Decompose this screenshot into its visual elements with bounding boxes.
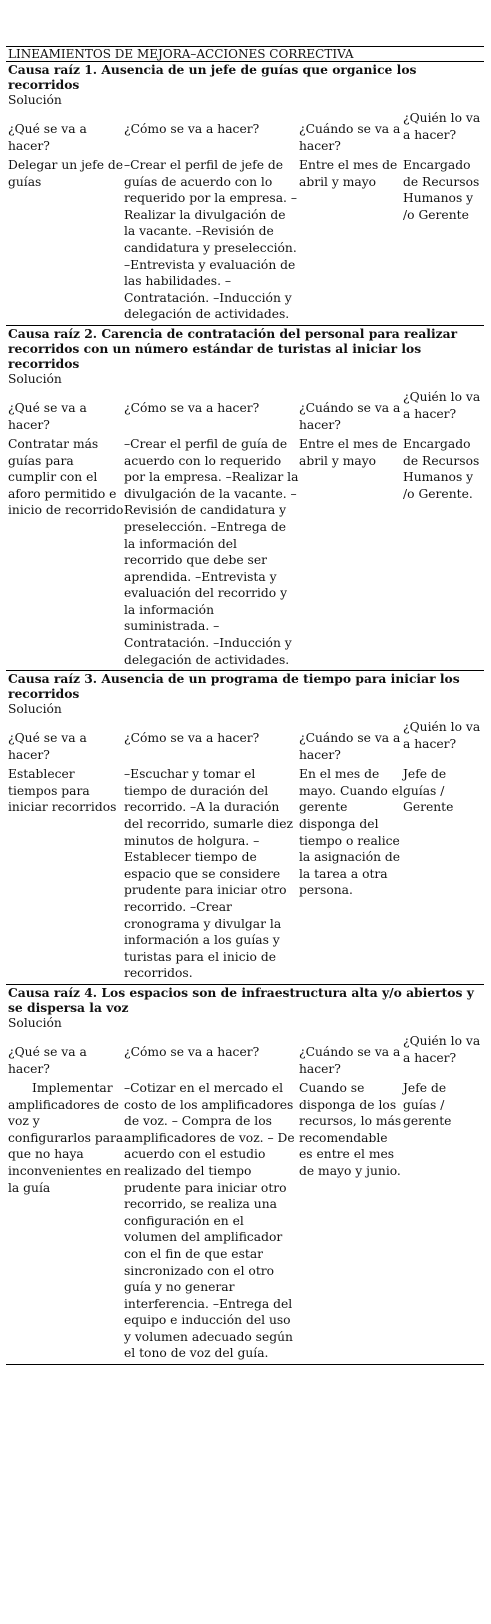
header-who: ¿Quién lo va a hacer? — [403, 720, 481, 751]
header-when: ¿Cuándo se va a hacer? — [299, 1044, 401, 1076]
solution-label: Solución — [8, 702, 62, 717]
cause-section-1 — [6, 62, 484, 326]
cell-who: Encargado de Recursos Humanos y /o Gerente — [403, 158, 480, 222]
cell-when: Cuando se disponga de los recursos, lo más recomendable es entre el mes de mayo y junio. — [299, 1080, 402, 1178]
column-headers — [6, 108, 484, 155]
cell-when: Entre el mes de abril y mayo — [299, 158, 398, 189]
cell-how: –Cotizar en el mercado el costo de los amplificadores de voz. – Compra de los amplificadores de voz. – De acuerdo con el estudio realizado del tiempo prudente para iniciar otro recorrido, se realiza una configuración en el volumen del amplificador con el fin de que estar sincronizado con el otro guía y no generar interferencia. –Entrega del equipo e inducción del uso y volumen adecuado según el tono de voz del guía. — [124, 1080, 295, 1361]
header-how: ¿Cómo se va a hacer? — [124, 731, 260, 746]
cell-what: Delegar un jefe de guías — [8, 158, 124, 189]
header-how: ¿Cómo se va a hacer? — [124, 1044, 260, 1059]
table-row — [6, 1078, 484, 1364]
header-how: ¿Cómo se va a hacer? — [124, 400, 260, 415]
corrective-actions-table — [6, 46, 484, 1365]
cause-section-3 — [6, 671, 484, 985]
column-headers — [6, 717, 484, 764]
cause-section-2 — [6, 326, 484, 671]
cell-when: Entre el mes de abril y mayo — [299, 436, 398, 468]
cell-what: Contratar más guías para cumplir con el aforo permitido e inicio de recorrido — [8, 436, 124, 518]
header-what: ¿Qué se va a hacer? — [8, 1044, 87, 1076]
cell-who: Encargado de Recursos Humanos y /o Gerente. — [403, 436, 480, 501]
header-what: ¿Qué se va a hacer? — [8, 122, 87, 153]
cause-heading: Causa raíz 4. Los espacios son de infraestructura alta y/o abiertos y se dispersa la voz — [8, 984, 474, 1015]
cell-how: –Escuchar y tomar el tiempo de duración del recorrido. –A la duración del recorrido, sumarle diez minutos de holgura. – Establecer tiempo de espacio que se considere prudente para iniciar otro recorrido. –Crear cronograma y divulgar la información a los guías y turistas para el inicio de recorridos. — [124, 767, 293, 981]
cell-how: –Crear el perfil de guía de acuerdo con lo requerido por la empresa. –Realizar la divulgación de la vacante. –Revisión de candidatura y preselección. –Entrega de la información del recorrido que debe ser aprendida. –Entrevista y evaluación del recorrido y la información suministrada. –Contratación. –Inducción y delegación de actividades. — [124, 436, 299, 667]
header-when: ¿Cuándo se va a hacer? — [299, 400, 401, 432]
cause-heading: Causa raíz 1. Ausencia de un jefe de guías que organice los recorridos — [8, 62, 417, 92]
cell-who: Jefe de guías / Gerente — [403, 767, 454, 815]
cell-who: Jefe de guías / gerente — [403, 1080, 452, 1129]
header-who: ¿Quién lo va a hacer? — [403, 1033, 481, 1065]
header-when: ¿Cuándo se va a hacer? — [299, 122, 401, 153]
cell-how: –Crear el perfil de jefe de guías de acuerdo con lo requerido por la empresa. –Realizar la divulgación de la vacante. –Revisión de candidatura y preselección. –Entrevista y evaluación de las habilidades. –Contratación. –Inducción y delegación de actividades. — [124, 158, 298, 322]
solution-label: Solución — [8, 371, 62, 386]
cause-heading: Causa raíz 2. Carencia de contratación del personal para realizar recorridos con un número estándar de turistas al iniciar los recorridos — [8, 325, 458, 371]
header-what: ¿Qué se va a hacer? — [8, 400, 87, 432]
header-who: ¿Quién lo va a hacer? — [403, 111, 481, 142]
table-title: LINEAMIENTOS DE MEJORA–ACCIONES CORRECTIVA — [6, 46, 484, 62]
cell-what: Implementar amplificadores de voz y configurarlos para que no haya inconvenientes en la guía — [8, 1080, 124, 1195]
column-headers — [6, 1031, 484, 1078]
header-how: ¿Cómo se va a hacer? — [124, 122, 260, 136]
column-headers — [6, 387, 484, 434]
cell-what: Establecer tiempos para iniciar recorridos — [8, 767, 117, 815]
header-what: ¿Qué se va a hacer? — [8, 731, 87, 762]
solution-label: Solución — [8, 93, 62, 107]
header-who: ¿Quién lo va a hacer? — [403, 389, 481, 421]
header-when: ¿Cuándo se va a hacer? — [299, 731, 401, 762]
cause-section-4 — [6, 985, 484, 1365]
table-row — [6, 764, 484, 984]
solution-label: Solución — [8, 1015, 62, 1030]
cell-when: En el mes de mayo. Cuando el gerente disponga del tiempo o realice la asignación de la tarea a otra persona. — [299, 767, 403, 898]
table-row — [6, 155, 484, 325]
table-row — [6, 434, 484, 670]
cause-heading: Causa raíz 3. Ausencia de un programa de tiempo para iniciar los recorridos — [8, 671, 460, 702]
